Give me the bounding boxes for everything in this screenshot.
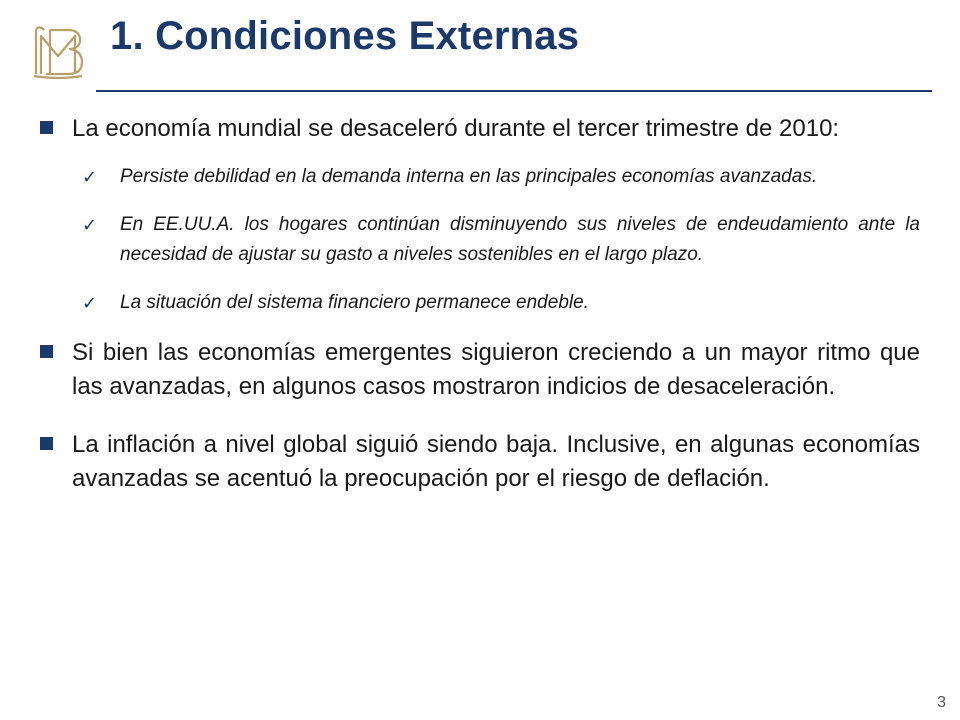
slide-title: 1. Condiciones Externas [110,14,580,58]
sub-bullet-item [36,162,920,192]
square-bullet-icon [40,121,53,134]
bullet-item [36,336,920,404]
sub-bullet-list [36,162,920,318]
sub-bullet-text: Persiste debilidad en la demanda interna en las principales economías avanzadas. [120,166,818,187]
bullet-text: La economía mundial se desaceleró durante el tercer trimestre de 2010: [72,115,840,142]
sub-bullet-text: La situación del sistema financiero permanece endeble. [120,292,589,313]
bank-logo-icon [30,22,86,80]
sub-bullet-text: En EE.UU.A. los hogares continúan disminuyendo sus niveles de endeudamiento ante la necesidad de ajustar su gasto a niveles sostenibles en el largo plazo. [120,214,920,265]
check-icon: ✓ [82,167,98,187]
square-bullet-icon [40,437,53,450]
slide-content [36,112,920,496]
title-divider [96,90,932,92]
check-icon: ✓ [82,215,98,235]
square-bullet-icon [40,345,53,358]
bullet-item [36,112,920,146]
check-icon: ✓ [82,293,98,313]
sub-bullet-item [36,210,920,270]
bullet-text: La inflación a nivel global siguió siendo baja. Inclusive, en algunas economías avanzadas se acentuó la preocupación por el riesgo de deflación. [72,431,920,492]
bullet-text: Si bien las economías emergentes siguieron creciendo a un mayor ritmo que las avanzadas, en algunos casos mostraron indicios de desaceleración. [72,339,920,400]
page-number: 3 [937,694,946,711]
bullet-item [36,428,920,496]
sub-bullet-item [36,288,920,318]
